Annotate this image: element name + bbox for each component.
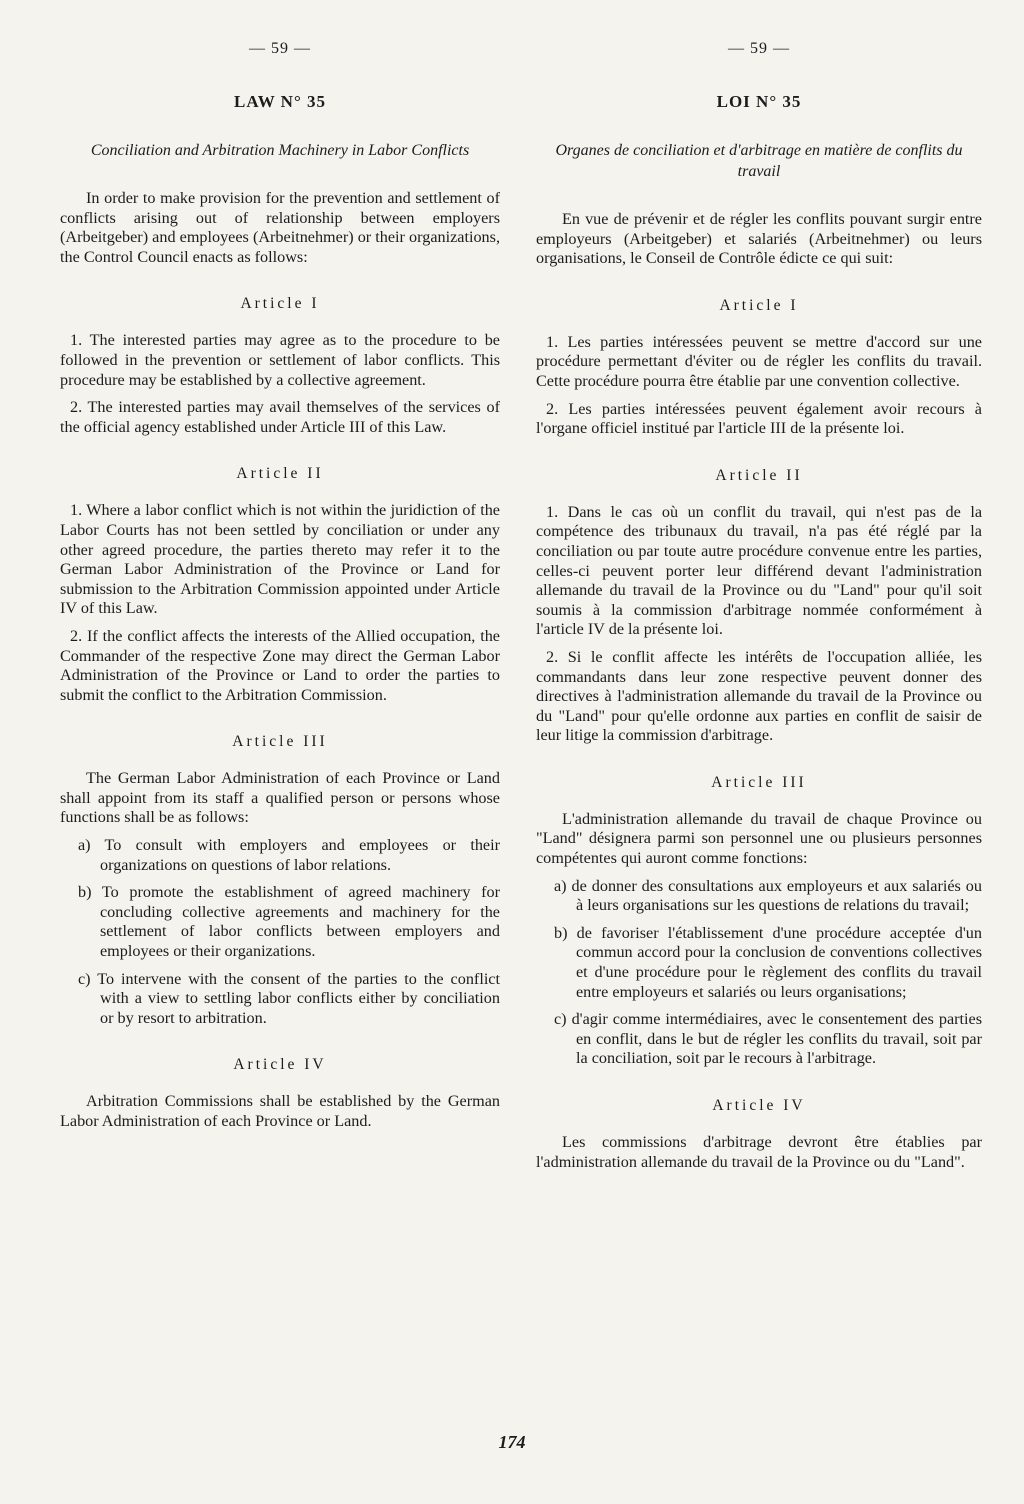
article-3-item-b-fr: b) de favoriser l'établissement d'une procédure acceptée d'un commun accord pour la conclusion de conventions collectives et d'une procédure pour le règlement des conflits du travail entre employeurs et salariés ou leurs organisations; — [554, 923, 982, 1001]
article-2-para-2-fr: 2. Si le conflit affecte les intérêts de l'occupation alliée, les commandants dans leur zone respective peuvent donner des directives à l'administration allemande du travail de la Province ou du "Land" pour qu'elle ordonne aux parties en conflit de saisir de leur litige la commission d'arbitrage. — [536, 647, 982, 745]
page-number-right: — 59 — — [728, 40, 790, 57]
page-number-left: — 59 — — [249, 40, 311, 57]
article-2-heading-en: Article II — [236, 465, 324, 483]
article-3-item-c-fr: c) d'agir comme intermédiaires, avec le consentement des parties en conflit, dans le but de régler les conflits du travail, soit par la conciliation, soit par le recours à l'arbitrage. — [554, 1010, 982, 1068]
article-1-heading-en: Article I — [240, 295, 320, 313]
law-title-en: LAW N° 35 — [234, 92, 326, 111]
article-4-para-fr: Les commissions d'arbitrage devront être établies par l'administration allemande du travail de la Province ou du "Land". — [536, 1133, 982, 1171]
article-3-heading-fr: Article III — [711, 773, 807, 791]
article-1-para-2-en: 2. The interested parties may avail themselves of the services of the official agency established under Article III of this Law. — [60, 398, 500, 436]
preamble-fr: En vue de prévenir et de régler les conflits pouvant surgir entre employeurs (Arbeitgeber) et salariés (Arbeitnehmer) ou leurs organisations, le Conseil de Contrôle édicte ce qui suit: — [536, 210, 982, 268]
article-4-heading-en: Article IV — [233, 1056, 327, 1074]
article-4-heading-fr: Article IV — [712, 1097, 806, 1114]
article-3-item-a-en: a) To consult with employers and employees or their organizations on questions of labor relations. — [78, 836, 500, 874]
article-1-para-1-fr: 1. Les parties intéressées peuvent se mettre d'accord sur une procédure permettant d'éviter ou de régler les conflits du travail. Cette procédure pourra être établie par une convention collective. — [536, 332, 982, 390]
article-2-para-2-en: 2. If the conflict affects the interests of the Allied occupation, the Commander of the respective Zone may direct the German Labor Administration of the Province or Land to order the parties to submit the conflict to the Arbitration Commission. — [60, 626, 500, 704]
article-1-heading-fr: Article I — [719, 296, 799, 314]
article-2-para-1-en: 1. Where a labor conflict which is not within the juridiction of the Labor Courts has not been settled by conciliation or under any other agreed procedure, the parties thereto may refer it to the German Labor Administration of the Province or Land for submission to the Arbitration Commission appointed under Article IV of this Law. — [60, 501, 500, 618]
article-3-intro-en: The German Labor Administration of each Province or Land shall appoint from its staff a qualified person or persons whose functions shall be as follows: — [60, 769, 500, 827]
preamble-en: In order to make provision for the prevention and settlement of conflicts arising out of relationship between employers (Arbeitgeber) and employees (Arbeitnehmer) or their organizations, the Control Council enacts as follows: — [60, 189, 500, 266]
article-2-heading-fr: Article II — [715, 466, 803, 484]
french-column — [536, 40, 982, 1172]
footer-page-number: 174 — [498, 1432, 526, 1452]
law-title-fr: LOI N° 35 — [716, 92, 802, 111]
article-4-para-en: Arbitration Commissions shall be established by the German Labor Administration of each Province or Land. — [60, 1092, 500, 1130]
law-subtitle-en: Conciliation and Arbitration Machinery in Labor Conflicts — [90, 142, 470, 159]
article-1-para-2-fr: 2. Les parties intéressées peuvent également avoir recours à l'organe officiel institué par l'article III de la présente loi. — [536, 399, 982, 438]
article-3-item-c-en: c) To intervene with the consent of the parties to the conflict with a view to settling labor conflicts either by conciliation or by resort to arbitration. — [78, 969, 500, 1027]
article-2-para-1-fr: 1. Dans le cas où un conflit du travail, qui n'est pas de la compétence des tribunaux du travail, n'a pas été réglé par la conciliation ou par toute autre procédure convenue entre les parties, celles-ci peuvent porter leur différend devant l'administration allemande du travail de la Province ou du "Land" pour qu'il soit soumis à la commission d'arbitrage nommée conformément à l'article IV de la présente loi. — [536, 502, 982, 639]
article-3-intro-fr: L'administration allemande du travail de chaque Province ou "Land" désignera parmi son personnel une ou plusieurs personnes compétentes qui auront comme fonctions: — [536, 809, 982, 868]
english-column — [60, 40, 500, 1132]
article-3-heading-en: Article III — [232, 733, 328, 751]
law-subtitle-fr: Organes de conciliation et d'arbitrage en matière de conflits du travail — [555, 142, 963, 180]
article-3-item-a-fr: a) de donner des consultations aux employeurs et aux salariés ou à leurs organisations sur les questions de relations du travail; — [554, 876, 982, 915]
article-3-item-b-en: b) To promote the establishment of agreed machinery for concluding collective agreements and machinery for the settlement of labor conflicts between employers and employees or their organizations. — [78, 883, 500, 961]
article-1-para-1-en: 1. The interested parties may agree as to the procedure to be followed in the prevention or settlement of labor conflicts. This procedure may be established by a collective agreement. — [60, 331, 500, 389]
